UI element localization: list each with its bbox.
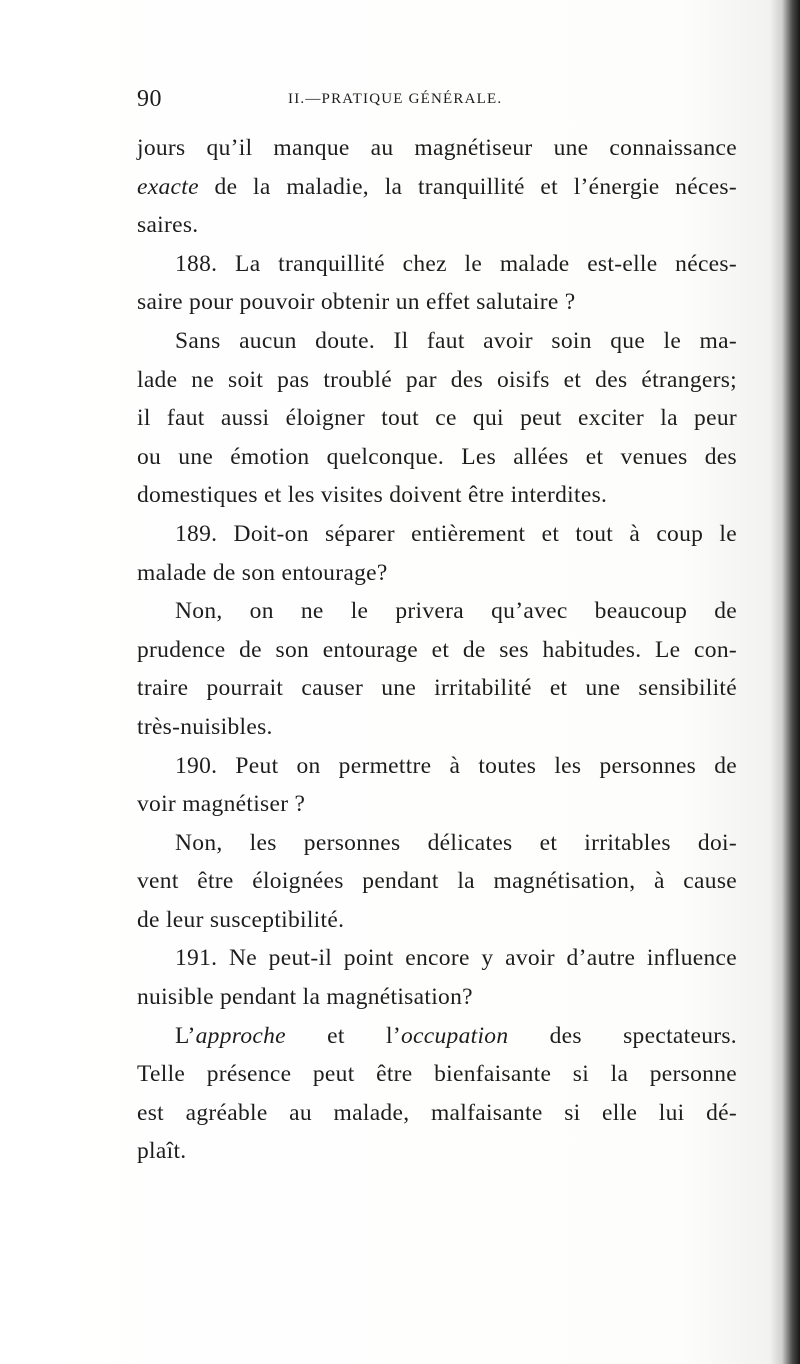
text-line — [137, 399, 737, 438]
text-line — [137, 747, 737, 786]
text-line — [137, 168, 737, 207]
text-span: de la maladie, la tranquillité et l’énergie néces- — [198, 173, 737, 200]
text-line — [137, 824, 737, 863]
running-head — [137, 86, 737, 116]
text-line — [137, 901, 737, 940]
text-line — [137, 1132, 737, 1171]
text-span: jours qu’il manque au magnétiseur une connaissance — [137, 135, 737, 161]
text-span: ou une émotion quelconque. Les allées et venues des — [137, 443, 737, 470]
text-span: traire pourrait causer une irritabilité et une sensibilité — [137, 675, 737, 702]
text-line — [137, 283, 737, 322]
text-span: 190. Peut on permettre à toutes les personnes de — [175, 752, 737, 779]
text-line — [137, 361, 737, 400]
text-span: saire pour pouvoir obtenir un effet salutaire ? — [137, 289, 576, 316]
running-title: II.—PRATIQUE GÉNÉRALE. — [288, 91, 503, 107]
page-edge-shadow — [770, 0, 800, 1364]
text-span: prudence de son entourage et de ses habitudes. Le con- — [137, 636, 737, 663]
text-line — [137, 1094, 737, 1133]
text-line — [137, 438, 737, 477]
text-span: et l’ — [285, 1022, 401, 1049]
text-span: Sans aucun doute. Il faut avoir soin que le ma- — [175, 327, 737, 354]
italic-text: occupation — [400, 1022, 509, 1049]
text-line — [137, 631, 737, 670]
text-line — [137, 206, 737, 245]
text-line — [137, 978, 737, 1017]
text-line — [137, 708, 737, 747]
text-span: lade ne soit pas troublé par des oisifs et des étrangers; — [137, 366, 737, 393]
text-line — [137, 592, 737, 631]
text-line — [137, 1055, 737, 1094]
text-span: nuisible pendant la magnétisation? — [137, 984, 473, 1011]
text-span: voir magnétiser ? — [137, 791, 306, 818]
text-span: des spectateurs. — [508, 1022, 737, 1049]
text-span: de leur susceptibilité. — [137, 906, 345, 933]
text-line — [137, 862, 737, 901]
page-number: 90 — [137, 86, 162, 112]
text-line — [137, 476, 737, 515]
text-span: malade de son entourage? — [137, 559, 388, 586]
text-line — [137, 515, 737, 554]
text-span: très-nuisibles. — [137, 713, 273, 740]
italic-text: approche — [195, 1022, 286, 1049]
text-line — [137, 1017, 737, 1056]
text-span: saires. — [137, 212, 199, 239]
text-span: plaît. — [137, 1138, 187, 1165]
text-span: L’ — [175, 1022, 196, 1049]
text-line — [137, 322, 737, 361]
text-span: Non, les personnes délicates et irritables doi- — [175, 829, 737, 856]
text-line — [137, 554, 737, 593]
text-span: 189. Doit-on séparer entièrement et tout à coup le — [175, 520, 737, 547]
text-span: est agréable au malade, malfaisante si elle lui dé- — [137, 1099, 737, 1126]
italic-text: exacte — [137, 173, 199, 200]
text-span: Non, on ne le privera qu’avec beaucoup de — [175, 598, 737, 625]
text-span: 191. Ne peut-il point encore y avoir d’autre influence — [175, 945, 737, 972]
text-span: Telle présence peut être bienfaisante si la personne — [137, 1061, 737, 1088]
body-text — [137, 129, 737, 1171]
text-line — [137, 669, 737, 708]
text-span: vent être éloignées pendant la magnétisation, à cause — [137, 868, 737, 895]
text-span: il faut aussi éloigner tout ce qui peut exciter la peur — [137, 405, 737, 432]
text-line — [137, 129, 737, 168]
text-span: domestiques et les visites doivent être interdites. — [137, 482, 608, 509]
text-line — [137, 245, 737, 284]
text-line — [137, 939, 737, 978]
text-span: 188. La tranquillité chez le malade est-elle néces- — [175, 250, 737, 277]
text-line — [137, 785, 737, 824]
